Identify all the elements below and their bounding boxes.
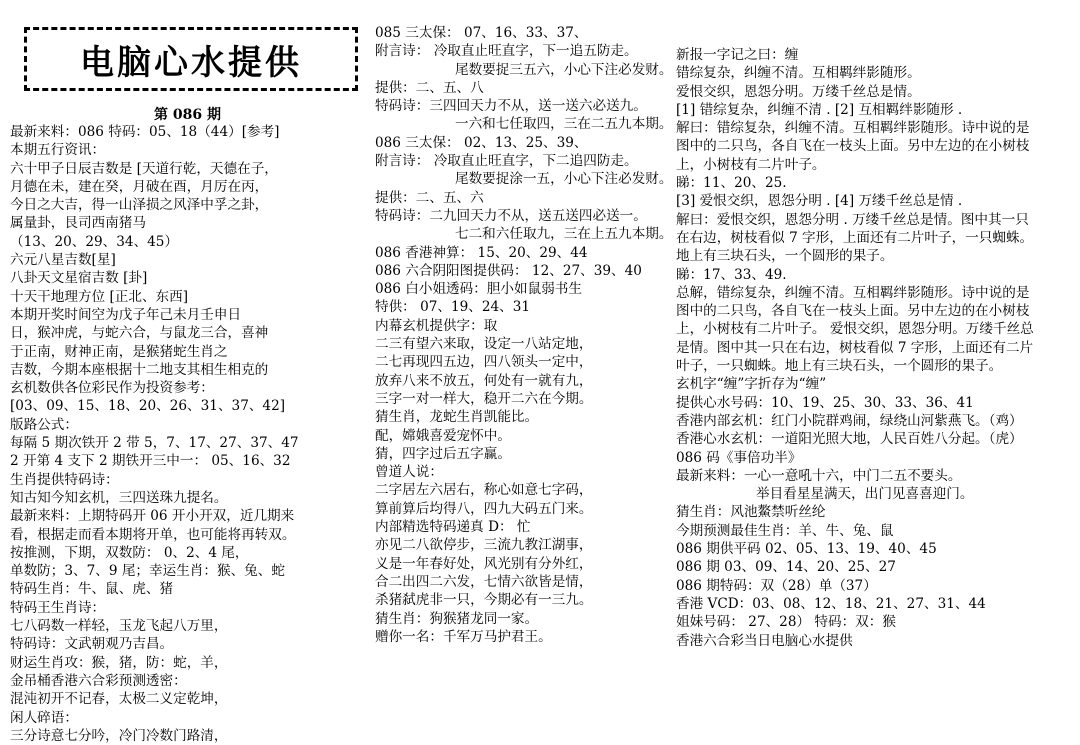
col1-line: 知古知今知玄机，三四送珠九提名。 [10,489,228,506]
col2-line: 猜生肖，龙蛇生肖凯能比。 [375,409,539,426]
col1-line: 今日之大吉，得一山泽损之风泽中孚之卦， [10,197,269,214]
col3-line: 086 期 03、09、14、20、25、27 [676,559,896,576]
col3-line: 睇：17、33、49. [676,266,787,283]
col3-line: 是情。图中其一只在右边，树枝看似 7 字形，上面还有二片 [676,339,1034,356]
col1-line: 特码诗：文武朝观乃吉昌。 [10,636,174,653]
col3-line: 错综复杂，纠缠不清。互相羁绊影随形。 [676,65,921,82]
col2-line: 特码诗：三四回天力不从，送一送六必送九。 [375,98,647,115]
col3-line: 总解，错综复杂，纠缠不清。互相羁绊影随形。诗中说的是 [676,284,1030,301]
col2-line: 曾道人说： [375,464,443,481]
col2-line: 赠你一名：千军万马护君王。 [375,628,552,645]
col1-line: 特码生肖：牛、鼠、虎、猪 [10,581,174,598]
col3-line: 地上有三块石头，一个圆形的果子。 [676,248,894,265]
col1-line: 生肖提供特码诗： [10,471,119,488]
col1-line: 特码王生肖诗： [10,599,106,616]
col2-line: 杀猪弑虎非一只，今期必有一三九。 [375,592,593,609]
col2-line: 内幕玄机提供字：取 [375,317,498,334]
col1-line: 版路公式： [10,416,78,433]
col3-line: 举目看星星满天，出门见喜喜迎门。 [756,486,974,503]
col1-line: 混沌初开不记春，太极二义定乾坤， [10,691,228,708]
col2-line: 猜，四字过后五字赢。 [375,445,511,462]
col1-line: 月德在未，建在癸，月破在酉，月厉在丙， [10,178,269,195]
col1-line: （13、20、29、34、45） [10,233,179,250]
col3-line: 图中的二只鸟，各自飞在一枝头上面。另中左边的在小树枝 [676,303,1030,320]
col3-line: 香港 VCD：03、08、12、18、21、27、31、44 [676,595,986,612]
col3-line: 解曰：错综复杂，纠缠不清。互相羁绊影随形。诗中说的是 [676,120,1030,137]
col2-line: 提供：二、五、八 [375,79,484,96]
col3-line: [1] 错综复杂，纠缠不清 . [2] 互相羁绊影随形 . [676,101,963,118]
issue-number: 第 086 期 [154,107,221,123]
col1-line: 六十甲子日辰吉数是 [天道行乾，天德在子， [10,160,278,177]
col2-line: 附言诗： 冷取直止旺直字，下二追四防走。 [375,153,638,170]
col1-line: 三分诗意七分吟，冷门冷数门路清， [10,727,228,744]
col1-line: 金吊桶香港六合彩预测透密： [10,672,187,689]
col1-line: 每隔 5 期次铁开 2 带 5，7、17、27、37、47 [10,435,299,452]
col3-line: 姐妹号码： 27、28） 特码：双：猴 [676,614,896,631]
col1-line: 最新来料：086 特码：05、18（44）[参考] [10,124,280,140]
col2-line: 放弃八来不放五，何处有一就有九， [375,372,593,389]
col3-line: 香港内部玄机：红门小院群鸡闹，绿绕山河紫燕飞。（鸡） [676,412,1023,429]
col1-line: 单数防；3、7、9 尾；幸运生肖：猴、兔、蛇 [10,563,285,580]
col3-line: 提供心水号码：10、19、25、30、33、36、41 [676,394,974,411]
col2-line: 085 三太保： 07、16、33、37、 [375,25,588,41]
col1-line: 属量卦，艮司西南猪马 [10,215,146,232]
col3-line: [3] 爱恨交织，恩怨分明 . [4] 万缕千丝总是情 . [676,193,963,210]
col1-line: 按推测，下期，双数防： 0、2、4 尾， [10,544,249,561]
col2-line: 附言诗： 冷取直止旺直字，下一追五防走。 [375,43,638,60]
col3-line: 香港心水玄机：一道阳光照大地，人民百姓八分起。（虎） [676,431,1023,448]
col2-line: 特供： 07、19、24、31 [375,299,531,316]
col1-line: 闲人碎语： [10,709,78,726]
col2-line: 特码诗：二九回天力不从，送五送四必送一。 [375,207,647,224]
col1-line: 日，猴冲虎，与蛇六合，与鼠龙三合，喜神 [10,325,269,342]
col1-line: 本期开奖时间空为戊子年己未月壬申日 [10,306,242,323]
col3-line: 解曰：爱恨交织，恩怨分明 . 万缕千丝总是情。图中其一只 [676,211,1029,228]
middle-column-text [375,24,673,646]
col2-line: 086 白小姐透码：胆小如鼠弱书生 [375,281,582,298]
col1-line: 最新来料：上期特码开 06 开小开双，近几期来 [10,508,295,525]
col3-line: 今期预测最佳生肖：羊、牛、兔、鼠 [676,522,894,539]
col2-line: 尾数要捉三五六，小心下注必发财。 [455,61,673,78]
col1-line: 看，根据走而看本期将开单，也可能将再转双。 [10,526,296,543]
col1-line: 本期五行资讯： [10,142,106,159]
col2-line: 三字一对一样大，稳开二六在今期。 [375,390,593,407]
col2-line: 算前算后均得八，四九大码五门来。 [375,500,593,517]
col2-line: 七二和六任取九，三在上五九本期。 [455,226,673,243]
col2-line: 二三有望六来取，设定一八站定地， [375,336,593,353]
col1-line: 财运生肖攻：猴，猪，防：蛇，羊， [10,654,228,671]
col2-line: 二字居左六居右，称心如意七字码， [375,482,593,499]
col2-line: 086 六合阴阳图提供码： 12、27、39、40 [375,262,642,279]
right-column-text [676,46,1034,650]
col3-line: 086 期供平码 02、05、13、19、40、45 [676,541,937,558]
col3-line: 玄机字“缠”字折存为“缠” [676,376,827,393]
col3-line: 最新来料：一心一意吼十六，中门二五不要头。 [676,467,962,484]
col2-line: 二七再现四五边，四八领头一定中， [375,354,593,371]
left-column-text [10,123,299,745]
col3-line: 睇：11、20、25. [676,175,787,192]
col1-line: 2 开第 4 支下 2 期铁开三中一： 05、16、32 [10,453,291,470]
col1-line: 八卦天文星宿吉数 [卦] [10,270,148,287]
col1-line: 吉数，今期本座根据十二地支其相生相克的 [10,361,269,378]
col2-line: 亦见二八欲停步，三流九教江湖事， [375,537,593,554]
col3-line: 086 码《事倍功半》 [676,449,802,466]
col2-line: 086 三太保： 02、13、25、39、 [375,134,588,151]
col1-line: 十天干地理方位 [正北、东西] [10,288,189,305]
col1-line: 玄机数供各位彩民作为投资参考： [10,380,214,397]
col3-line: 上，小树枝有二片叶子。 [676,156,826,173]
col1-line: 于正南，财神正南，是猴猪蛇生肖之 [10,343,228,360]
col3-line: 上，小树枝有二片叶子。 爱恨交织，恩怨分明。万缕千丝总 [676,321,1034,338]
col3-line: 叶子，一只蜘蛛。地上有三块石头，一个圆形的果子。 [676,358,1003,375]
col1-line: 六元八星吉数[星] [10,252,116,269]
page-title: 电脑心水提供 [80,42,302,83]
col3-line: 香港六合彩当日电脑心水提供 [676,632,853,649]
col2-line: 086 香港神算： 15、20、29、44 [375,244,588,261]
col2-line: 合二出四二六发，七情六欲皆是情， [375,573,593,590]
col3-line: 新报一字记之曰：缠 [676,47,799,63]
col3-line: 猜生肖：风池鰲禁听丝纶 [676,504,826,521]
col3-line: 爱恨交织，恩怨分明。万缕千丝总是情。 [676,83,921,100]
col2-line: 内部精选特码递真 D： 忙 [375,519,531,536]
col3-line: 086 期特码：双（28）单（37） [676,577,877,594]
col1-line: 七八码数一样轻，玉龙飞起八万里， [10,618,228,635]
col2-line: 一六和七任取四，三在二五九本期。 [455,116,673,133]
col1-line: [03、09、15、18、20、26、31、37、42] [10,398,286,415]
col3-line: 在右边，树枝看似 7 字形，上面还有二片叶子，一只蜘蛛。 [676,229,1034,246]
col2-line: 提供：二、五、六 [375,189,484,206]
col2-line: 尾数要捉涂一五，小心下注必发财。 [455,171,673,188]
col2-line: 义是一年春好处，风光别有分外红， [375,555,593,572]
col2-line: 配，嫦娥喜爱宠怀中。 [375,427,511,444]
col3-line: 图中的二只鸟，各自飞在一枝头上面。另中左边的在小树枝 [676,138,1030,155]
title-box [24,27,358,91]
col2-line: 猜生肖：狗猴猪龙同一家。 [375,610,539,627]
